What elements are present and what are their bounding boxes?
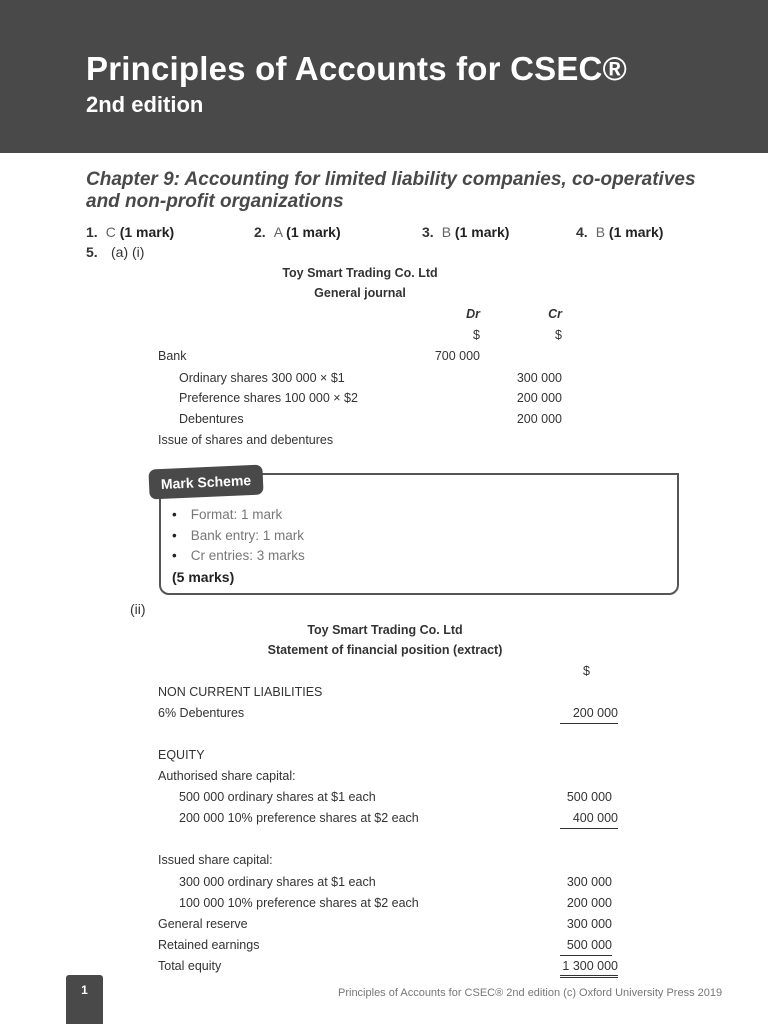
journal-row-cr: 200 000 xyxy=(516,391,562,405)
journal-narration: Issue of shares and debentures xyxy=(158,433,334,447)
journal-dr-currency: $ xyxy=(473,328,480,342)
mcq-letter: B xyxy=(595,224,606,240)
sofp-debentures-label: 6% Debentures xyxy=(158,706,245,720)
sofp-currency: $ xyxy=(583,664,590,678)
mcq-number: 3. xyxy=(422,224,434,240)
mcq-marks: (1 mark) xyxy=(454,224,510,240)
sofp-retained-earnings-label: Retained earnings xyxy=(158,938,260,952)
bullet-icon: • xyxy=(172,528,177,543)
sofp-authorised-value: 500 000 xyxy=(566,790,612,804)
sofp-issued-value: 300 000 xyxy=(566,875,612,889)
journal-row-desc: Preference shares 100 000 × $2 xyxy=(179,391,358,405)
mcq-letter: B xyxy=(441,224,452,240)
mark-scheme-item: • Cr entries: 3 marks xyxy=(172,548,305,563)
bullet-icon: • xyxy=(172,507,177,522)
mcq-letter: C xyxy=(105,224,116,240)
mcq-marks: (1 mark) xyxy=(286,224,341,240)
mark-scheme-item: • Bank entry: 1 mark xyxy=(172,528,305,543)
journal-title: General journal xyxy=(314,286,406,300)
journal-row-cr: 200 000 xyxy=(516,412,562,426)
question-number: 5. xyxy=(86,244,98,260)
sofp-issued-label: 100 000 10% preference shares at $2 each xyxy=(179,896,419,910)
bullet-icon: • xyxy=(172,548,177,563)
sofp-general-reserve-label: General reserve xyxy=(158,917,248,931)
sofp-authorised-label: 200 000 10% preference shares at $2 each xyxy=(179,811,419,825)
sofp-ncl-heading: NON CURRENT LIABILITIES xyxy=(158,685,323,699)
footer-copyright: Principles of Accounts for CSEC® 2nd edition (c) Oxford University Press 2019 xyxy=(338,987,723,999)
mcq-marks: (1 mark) xyxy=(119,224,175,240)
mcq-answer-1 xyxy=(86,224,174,240)
chapter-title: Chapter 9: Accounting for limited liability companies, co-operatives and non-profit organizations xyxy=(86,169,696,212)
mcq-answer-4 xyxy=(576,224,663,240)
sofp-authorised-heading: Authorised share capital: xyxy=(158,769,296,783)
sofp-total-equity-value: 1 300 000 xyxy=(560,958,618,978)
sofp-issued-heading: Issued share capital: xyxy=(158,853,273,867)
sofp-total-equity-label: Total equity xyxy=(158,959,222,973)
sofp-authorised-label: 500 000 ordinary shares at $1 each xyxy=(179,790,376,804)
sofp-general-reserve-value: 300 000 xyxy=(566,917,612,931)
mark-scheme-item: • Format: 1 mark xyxy=(172,507,283,522)
question-part: (a) (i) xyxy=(111,244,145,260)
journal-company: Toy Smart Trading Co. Ltd xyxy=(282,266,438,280)
book-edition: 2nd edition xyxy=(86,92,204,117)
journal-row-desc: Bank xyxy=(158,349,187,363)
sofp-issued-value: 200 000 xyxy=(566,896,612,910)
sofp-title: Statement of financial position (extract) xyxy=(267,643,503,657)
mcq-marks: (1 mark) xyxy=(608,224,664,240)
page-number: 1 xyxy=(66,975,103,1024)
mcq-number: 2. xyxy=(254,224,266,240)
question-part-ii: (ii) xyxy=(130,601,146,617)
sofp-issued-label: 300 000 ordinary shares at $1 each xyxy=(179,875,376,889)
journal-row-dr: 700 000 xyxy=(434,349,480,363)
sofp-company: Toy Smart Trading Co. Ltd xyxy=(307,623,463,637)
mark-scheme-label: Mark Scheme xyxy=(148,465,263,500)
journal-row-desc: Ordinary shares 300 000 × $1 xyxy=(179,371,345,385)
sofp-retained-earnings-value: 500 000 xyxy=(560,937,612,956)
mcq-answer-3 xyxy=(422,224,509,240)
mark-scheme-total: (5 marks) xyxy=(172,569,235,585)
journal-cr-heading: Cr xyxy=(548,307,562,321)
mcq-letter: A xyxy=(273,224,283,240)
journal-cr-currency: $ xyxy=(555,328,562,342)
sofp-equity-heading: EQUITY xyxy=(158,748,205,762)
journal-row-cr: 300 000 xyxy=(516,371,562,385)
journal-row-desc: Debentures xyxy=(179,412,244,426)
mcq-number: 4. xyxy=(576,224,588,240)
book-title: Principles of Accounts for CSEC® xyxy=(86,50,628,87)
mcq-number: 1. xyxy=(86,224,98,240)
sofp-debentures-value: 200 000 xyxy=(560,705,618,724)
sofp-authorised-value: 400 000 xyxy=(560,810,618,829)
mcq-answer-2 xyxy=(254,224,341,240)
journal-dr-heading: Dr xyxy=(466,307,480,321)
